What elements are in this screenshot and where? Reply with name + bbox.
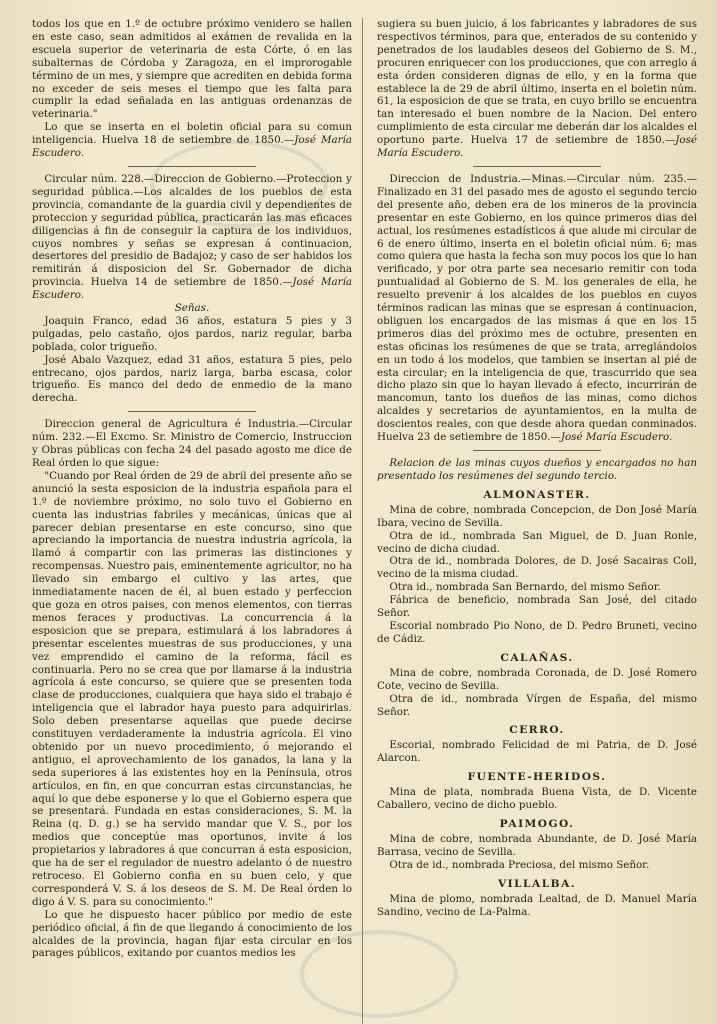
senas-heading: Señas. <box>174 302 210 315</box>
mine-entry: Fábrica de beneficio, nombrada San José, del citado Señor. <box>377 594 697 620</box>
mine-entry: Escorial, nombrado Felicidad de mi Patria, de D. José Alarcon. <box>377 739 697 765</box>
mine-entry: Otra de id., nombrada Dolores, de D. José Sacairas Coll, vecino de la misma ciudad. <box>377 555 697 581</box>
deserter-1: Joaquin Franco, edad 36 años, estatura 5 pies y 3 pulgadas, pelo castaño, ojos pardos, nariz regular, barba poblada, color trigueño. <box>32 314 352 353</box>
deserter-2: José Abalo Vazquez, edad 31 años, estatura 5 pies, pelo entrecano, ojos pardos, nariz larga, barba escasa, color trigueño. Es manco del dedo de enmedio de la mano derecha. <box>32 353 352 405</box>
mine-entry: Otra id., nombrada San Bernardo, del mismo Señor. <box>389 581 661 594</box>
mines-list <box>377 489 697 919</box>
right-paragraph-1 <box>377 18 697 160</box>
mine-entry: Mina de plata, nombrada Buena Vista, de D. Vicente Caballero, vecino de dicho pueblo. <box>377 786 697 812</box>
town-heading: ALMONASTER. <box>483 488 591 501</box>
mine-entry: Otra de id., nombrada San Miguel, de D. Juan Ronle, vecino de dicha ciudad. <box>377 529 697 555</box>
divider <box>128 166 256 167</box>
continuation-text: sugiera su buen juicio, á los fabricantes y labradores de sus respectivos términos, para que, enterados de su contenido y penetrados de los laudables deseos del Gobierno de S. M., procuren enriquecer con los producciones, que con arreglo á esta órden consideren dignas de ello, y en la forma que establece la de 29 de abril último, inserta en el boletin núm. 61, la esposicion de que se trata, en cuyo brillo se encuentra tan interesado el buen nombre de la Nacion. Del entero cumplimiento de esta circular me deberán dar los alcaldes el oportuno parte. Huelva 17 de setiembre de 1850. <box>377 18 697 147</box>
signature: —José María Escudero. <box>377 134 697 160</box>
circular-235 <box>377 173 697 444</box>
divider <box>128 411 256 412</box>
mine-entry: Mina de plomo, nombrada Lealtad, de D. Manuel María Sandino, vecino de La-Palma. <box>377 892 697 918</box>
mine-entry: Mina de cobre, nombrada Concepcion, de Don José María Ibara, vecino de Sevilla. <box>377 503 697 529</box>
divider <box>473 166 601 167</box>
mines-list-title: Relacion de las minas cuyos dueños y encargados no han presentado los resúmenes del segundo tercio. <box>377 457 697 482</box>
mine-entry: Mina de cobre, nombrada Abundante, de D. José María Barrasa, vecino de Sevilla. <box>377 833 697 858</box>
circular-232: Direccion general de Agricultura é Industria.—Circular núm. 232.—El Excmo. Sr. Ministro de Comercio, Instruccion y Obras públicas con fecha 24 del pasado agosto me dice de Real órden lo que sigue: <box>32 418 352 469</box>
royal-order-quote: "Cuando por Real órden de 29 de abril del presente año se anunció la sesta esposicion de la industria española para el 1.º de noviembre próximo, no solo tuvo el Gobierno en cuenta las industrias fabriles y mecánicas, únicas que al parecer debian presentarse en este concurso, sino que apreciando la importancia de nuestra industria agrícola, la llamó á compartir con las primeras las distinciones y recompensas. Nuestro pais, eminentemente agricultor, no ha llevado sin embargo el cultivo y las artes, que inmediatamente nacen de él, al buen estado y perfeccion que goza en otros paises, con menos elementos, con tierras menos feraces y productivas. La concurrencia á la esposicion que se prepara, estimulará á los labradores á presentar escelentes muestras de sus producciones, y una vez emprendido el camino de la reforma, fácil es continuarla. Pero no se crea que por llamarse á la industria agrícola á este concurso, se quiere que se presenten toda clase de producciones, cualquiera que haya sido el trabajo é inteligencia que el labrador haya puesto para adquirirlas. Solo deben presentarse aquellas que puede decirse constituyen verdaderamente la industria agrícola. El vino obtenido por un nuevo procedimiento, ó mejorando el antiguo, el aprovechamiento de los ganados, la lana y la seda superiores á las existentes hoy en la Península, otros artículos, en fin, en que concurran estas circunstancias, he aquí lo que debe esponerse y lo que el Gobierno espera que se presentará. Fundada en estas consideraciones, S. M. la Reina (q. D. g.) se ha servido mandar que V. S., por los medios que conceptúe mas oportunos, invite á los propietarios y labradores á que concurran á esta esposicion, que ha de ser el regulador de nuestro adelanto ó de nuestro retroceso. El Gobierno confia en su buen celo, y que corresponderá V. S. á los deseos de S. M. De Real órden lo digo á V. S. para su conocimiento." <box>32 469 352 908</box>
divider <box>473 450 601 451</box>
signature: —José María Escudero. <box>550 431 673 444</box>
mine-entry: Otra de id., nombrada Vírgen de España, del mismo Señor. <box>377 692 697 718</box>
signature: —José María Escudero. <box>32 134 352 160</box>
town-heading: CALAÑAS. <box>500 651 574 664</box>
notice-text: Lo que se inserta en el boletin oficial para su comun inteligencia. Huelva 18 de setiembre de 1850. <box>32 121 352 147</box>
left-paragraph-final: Lo que he dispuesto hacer público por medio de este periódico oficial, á fin de que llegando á conocimiento de los alcaldes de la provincia, hagan fijar esta circular en los parages públicos, exitando por cuantos medios les <box>32 908 352 960</box>
town-heading: CERRO. <box>509 724 565 737</box>
town-heading: VILLALBA. <box>497 877 577 890</box>
mine-entry: Mina de cobre, nombrada Coronada, de D. José Romero Cote, vecino de Sevilla. <box>377 666 697 692</box>
left-column <box>32 18 363 1024</box>
signature: —José María Escudero. <box>32 276 352 302</box>
circular-228-text: Circular núm. 228.—Direccion de Gobierno.—Proteccion y seguridad pública.—Los alcaldes de los pueblos de esta provincia, comandante de la guardia civil y dependientes de proteccion y seguridad pública, practicarán las mas eficaces diligencias á fin de conseguir la captura de los individuos, cuyos nombres y señas se expresan á continuacion, desertores del presidio de Badajoz; y caso de ser habidos los remitirán á disposicion del Sr. Gobernador de dicha provincia. Huelva 14 de setiembre de 1850. <box>32 172 352 289</box>
left-paragraph-2 <box>32 121 352 160</box>
mine-entry: Otra de id., nombrada Preciosa, del mismo Señor. <box>389 858 650 871</box>
town-heading: PAIMOGO. <box>499 818 575 831</box>
circular-235-text: Direccion de Industria.—Minas.—Circular núm. 235.—Finalizado en 31 del pasado mes de agosto el segundo tercio del presente año, deben era de los mineros de la provincia presentar en este Gobierno, en los quince primeros dias del actual, los resúmenes estadísticos á que alude mi circular de 6 de enero último, inserta en el boletin oficial núm. 6; mas como quiera que hasta la fecha son muy pocos los que lo han verificado, y por otra parte sea necesario remitir con toda puntualidad al Gobierno de S. M. los generales de ella, he resuelto prevenir á los alcaldes de los pueblos en cuyos términos radican las minas que se espresan á continuacion, obliguen los encargados de las mismas á que en los 15 primeros dias del próximo mes de octubre, presenten en estas oficinas los resúmenes de que se trata, arreglándolos en un todo á los modelos, que tambien se insertan al pié de esta circular; en la inteligencia de que, trascurrido que sea dicho plazo sin que lo hayan llevado á efecto, incurrirán de mancomun, tanto los dueños de las minas, como dichos alcaldes y secretarios de ayuntamientos, en la multa de doscientos reales, con que desde ahora quedan conminados. Huelva 23 de setiembre de 1850. <box>377 172 697 444</box>
left-paragraph-1: todos los que en 1.º de octubre próximo venidero se hallen en este caso, sean admitidos al exámen de revalida en la escuela superior de veterinaria de esta Córte, ó en las subalternas de Córdoba y Zaragoza, en el improrogable término de un mes, y siempre que acrediten en debida forma no exceder de seis meses el tiempo que les falta para cumplir la edad señalada en las antiguas ordenanzas de veterinaria." <box>32 18 352 121</box>
mine-entry: Escorial nombrado Pio Nono, de D. Pedro Bruneti, vecino de Cádiz. <box>377 619 697 645</box>
town-heading: FUENTE-HERIDOS. <box>467 771 607 784</box>
circular-228 <box>32 173 352 302</box>
right-column <box>377 18 697 1024</box>
